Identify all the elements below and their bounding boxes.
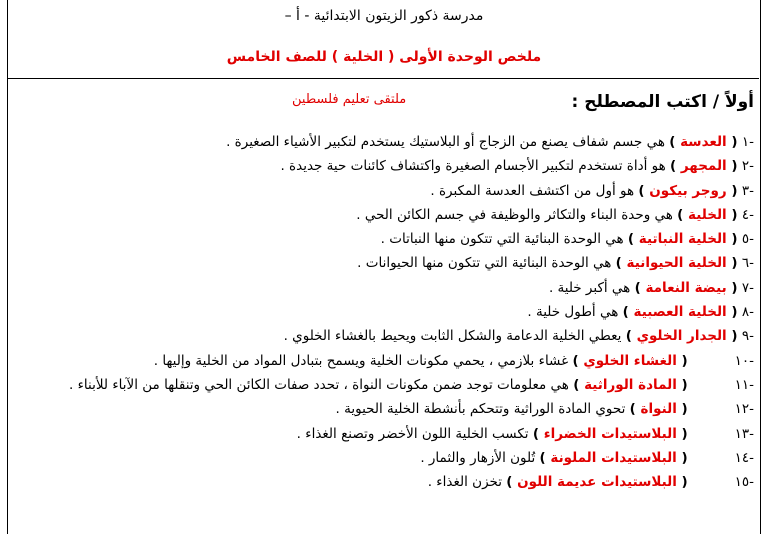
list-item: -١٢ ( النواة ) تحوي المادة الوراثية وتتحكم بأنشطة الخلية الحيوية . [9, 397, 754, 421]
item-number: -٥ [741, 231, 754, 248]
list-item: -١٥ ( البلاستيدات عديمة اللون ) تخزن الغذاء . [9, 470, 754, 494]
item-text: هي الوحدة البنائية التي تتكون منها النباتات . [380, 231, 628, 248]
item-number: -٢ [741, 158, 754, 175]
item-term: العدسة [680, 134, 727, 150]
item-number: -١٢ [734, 401, 754, 418]
school-name: مدرسة ذكور الزيتون الابتدائية - أ – [284, 8, 484, 24]
item-number: -١٥ [734, 474, 754, 491]
item-term: الخلية النباتية [638, 231, 727, 248]
item-number: -٩ [741, 328, 754, 345]
item-text: هي أكبر خلية . [548, 279, 635, 296]
list-item: -٤ ( الخلية ) هي وحدة البناء والتكاثر والوظيفة في جسم الكائن الحي . [9, 203, 754, 227]
list-item: -٦ ( الخلية الحيوانية ) هي الوحدة البنائية التي تتكون منها الحيوانات . [9, 251, 754, 275]
item-text: هو أول من اكتشف العدسة المكبرة . [430, 182, 639, 199]
term-list [9, 130, 754, 494]
item-number: -١ [741, 134, 754, 150]
item-text: هي جسم شفاف يصنع من الزجاج أو البلاستيك يستخدم لتكبير الأشياء الصغيرة . [226, 134, 670, 150]
list-item: -١١ ( المادة الوراثية ) هي معلومات توجد ضمن مكونات النواة ، تحدد صفات الكائن الحي وتنقلها من الآباء للأبناء . [9, 373, 754, 397]
item-term: البلاستيدات الخضراء [543, 425, 677, 442]
item-text: يعطي الخلية الدعامة والشكل الثابت ويحيط بالغشاء الخلوي . [283, 328, 626, 345]
item-number: -٨ [741, 304, 754, 321]
item-term: البلاستيدات عديمة اللون [517, 474, 677, 491]
item-number: -٦ [741, 255, 754, 272]
list-item: -١٣ ( البلاستيدات الخضراء ) تكسب الخلية اللون الأخضر وتصنع الغذاء . [9, 422, 754, 446]
item-number: -٤ [741, 206, 754, 223]
list-item: -٩ ( الجدار الخلوي ) يعطي الخلية الدعامة والشكل الثابت ويحيط بالغشاء الخلوي . [9, 324, 754, 348]
list-item: -١٤ ( البلاستيدات الملونة ) تُلون الأزهار والثمار . [9, 446, 754, 470]
list-item: -١٠ ( الغشاء الخلوي ) غشاء بلازمي ، يحمي مكونات الخلية ويسمح بتبادل المواد من الخلية وإليها . [9, 349, 754, 373]
list-item: -٢ ( المجهر ) هو أداة تستخدم لتكبير الأجسام الصغيرة واكتشاف كائنات حية جديدة . [9, 154, 754, 178]
item-number: -١٣ [734, 425, 754, 442]
item-text: هي أطول خلية . [527, 304, 623, 321]
item-text: هي وحدة البناء والتكاثر والوظيفة في جسم الكائن الحي . [356, 206, 678, 223]
item-number: -٣ [741, 182, 754, 199]
item-text: تكسب الخلية اللون الأخضر وتصنع الغذاء . [296, 425, 533, 442]
item-number: -١٤ [734, 449, 754, 466]
item-text: هو أداة تستخدم لتكبير الأجسام الصغيرة واكتشاف كائنات حية جديدة . [280, 158, 671, 175]
item-term: الخلية الحيوانية [626, 255, 727, 272]
item-number: -٧ [741, 279, 754, 296]
item-term: الخلية [688, 206, 727, 223]
item-term: بيضة النعامة [645, 279, 727, 296]
item-number: -١١ [734, 376, 754, 393]
item-text: هي معلومات توجد ضمن مكونات النواة ، تحدد صفات الكائن الحي وتنقلها من الآباء للأبناء . [68, 376, 574, 393]
item-text: غشاء بلازمي ، يحمي مكونات الخلية ويسمح بتبادل المواد من الخلية وإليها . [153, 352, 573, 369]
item-term: المادة الوراثية [584, 376, 677, 393]
item-text: هي الوحدة البنائية التي تتكون منها الحيوانات . [357, 255, 616, 272]
list-item: -٥ ( الخلية النباتية ) هي الوحدة البنائية التي تتكون منها النباتات . [9, 227, 754, 251]
list-item: -٧ ( بيضة النعامة ) هي أكبر خلية . [9, 276, 754, 300]
item-term: النواة [640, 401, 677, 418]
item-text: تُلون الأزهار والثمار . [420, 449, 540, 466]
summary-title: ملخص الوحدة الأولى ( الخلية ) للصف الخامس [226, 49, 542, 65]
item-term: الجدار الخلوي [636, 328, 727, 345]
item-term: المجهر [680, 158, 727, 175]
item-text: تخزن الغذاء . [427, 474, 507, 491]
item-text: تحوي المادة الوراثية وتتحكم بأنشطة الخلية الحيوية . [335, 401, 630, 418]
forum-label: ملتقى تعليم فلسطين [292, 92, 407, 107]
header-divider [8, 78, 759, 79]
list-item: -١ ( العدسة ) هي جسم شفاف يصنع من الزجاج أو البلاستيك يستخدم لتكبير الأشياء الصغيرة . [9, 130, 754, 154]
item-number: -١٠ [734, 352, 754, 369]
list-item: -٣ ( روجر بيكون ) هو أول من اكتشف العدسة المكبرة . [9, 179, 754, 203]
list-item: -٨ ( الخلية العصبية ) هي أطول خلية . [9, 300, 754, 324]
section-title: أولاً / اكتب المصطلح : [571, 92, 754, 112]
item-term: روجر بيكون [649, 182, 727, 199]
item-term: الغشاء الخلوي [583, 352, 677, 369]
item-term: البلاستيدات الملونة [550, 449, 677, 466]
item-term: الخلية العصبية [633, 304, 727, 321]
